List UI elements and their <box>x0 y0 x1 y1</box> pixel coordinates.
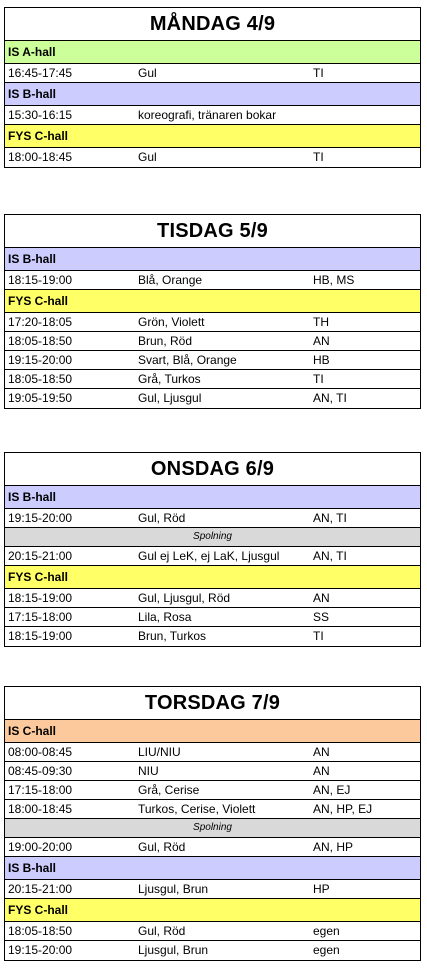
time-cell: 19:15-20:00 <box>8 511 73 525</box>
session-row <box>5 389 420 408</box>
coach-cell: HB <box>313 353 330 367</box>
hall-header: FYS C-hall <box>5 899 420 922</box>
session-row <box>5 547 420 566</box>
session-row <box>5 148 420 167</box>
groups-cell: Blå, Orange <box>138 273 203 287</box>
coach-cell: AN, EJ <box>313 783 351 797</box>
coach-cell: TI <box>313 66 324 80</box>
groups-cell: Grå, Turkos <box>138 372 201 386</box>
spolning-note: Spolning <box>5 819 420 838</box>
day-table-monday <box>4 7 421 168</box>
time-cell: 17:20-18:05 <box>8 315 73 329</box>
coach-cell: egen <box>313 943 340 957</box>
coach-cell: AN <box>313 334 330 348</box>
session-row <box>5 627 420 646</box>
time-cell: 08:45-09:30 <box>8 764 73 778</box>
groups-cell: Gul, Röd <box>138 840 186 854</box>
time-cell: 19:15-20:00 <box>8 353 73 367</box>
day-title: ONSDAG 6/9 <box>5 453 420 486</box>
coach-cell: AN, TI <box>313 549 347 563</box>
session-row <box>5 762 420 781</box>
groups-cell: Brun, Turkos <box>138 629 207 643</box>
time-cell: 19:05-19:50 <box>8 391 73 405</box>
session-row <box>5 64 420 83</box>
hall-header: FYS C-hall <box>5 290 420 313</box>
coach-cell: AN, TI <box>313 391 347 405</box>
coach-cell: TI <box>313 150 324 164</box>
session-row <box>5 271 420 290</box>
groups-cell: koreografi, tränaren bokar <box>138 108 277 122</box>
coach-cell: AN <box>313 764 330 778</box>
time-cell: 18:15-19:00 <box>8 629 73 643</box>
hall-header: IS A-hall <box>5 41 420 64</box>
time-cell: 18:00-18:45 <box>8 150 73 164</box>
coach-cell: TI <box>313 372 324 386</box>
coach-cell: TH <box>313 315 329 329</box>
session-row <box>5 781 420 800</box>
groups-cell: Gul, Ljusgul, Röd <box>138 591 231 605</box>
time-cell: 18:05-18:50 <box>8 924 73 938</box>
session-row <box>5 332 420 351</box>
session-row <box>5 589 420 608</box>
time-cell: 18:00-18:45 <box>8 802 73 816</box>
groups-cell: Grå, Cerise <box>138 783 200 797</box>
groups-cell: NIU <box>138 764 159 778</box>
time-cell: 20:15-21:00 <box>8 549 73 563</box>
groups-cell: Gul <box>138 150 157 164</box>
spolning-note: Spolning <box>5 528 420 547</box>
day-title: TORSDAG 7/9 <box>5 687 420 720</box>
groups-cell: Gul, Röd <box>138 924 186 938</box>
groups-cell: Turkos, Cerise, Violett <box>138 802 256 816</box>
groups-cell: Grön, Violett <box>138 315 205 329</box>
session-row <box>5 800 420 819</box>
hall-header: IS C-hall <box>5 720 420 743</box>
groups-cell: LIU/NIU <box>138 745 181 759</box>
hall-header: IS B-hall <box>5 857 420 880</box>
coach-cell: HB, MS <box>313 273 355 287</box>
time-cell: 16:45-17:45 <box>8 66 73 80</box>
coach-cell: AN, TI <box>313 511 347 525</box>
groups-cell: Gul <box>138 66 157 80</box>
day-table-wednesday <box>4 452 421 647</box>
day-table-thursday <box>4 686 421 961</box>
time-cell: 19:00-20:00 <box>8 840 73 854</box>
session-row <box>5 351 420 370</box>
coach-cell: AN <box>313 745 330 759</box>
session-row <box>5 838 420 857</box>
time-cell: 08:00-08:45 <box>8 745 73 759</box>
groups-cell: Ljusgul, Brun <box>138 943 209 957</box>
groups-cell: Gul, Ljusgul <box>138 391 202 405</box>
session-row <box>5 880 420 899</box>
coach-cell: TI <box>313 629 324 643</box>
groups-cell: Gul ej LeK, ej LaK, Ljusgul <box>138 549 280 563</box>
session-row <box>5 313 420 332</box>
time-cell: 15:30-16:15 <box>8 108 73 122</box>
day-table-tuesday <box>4 214 421 409</box>
time-cell: 18:05-18:50 <box>8 372 73 386</box>
groups-cell: Gul, Röd <box>138 511 186 525</box>
coach-cell: SS <box>313 610 330 624</box>
coach-cell: HP <box>313 882 330 896</box>
session-row <box>5 509 420 528</box>
time-cell: 18:15-19:00 <box>8 273 73 287</box>
hall-header: FYS C-hall <box>5 125 420 148</box>
hall-header: IS B-hall <box>5 248 420 271</box>
time-cell: 18:15-19:00 <box>8 591 73 605</box>
groups-cell: Svart, Blå, Orange <box>138 353 237 367</box>
time-cell: 20:15-21:00 <box>8 882 73 896</box>
session-row <box>5 106 420 125</box>
time-cell: 18:05-18:50 <box>8 334 73 348</box>
time-cell: 19:15-20:00 <box>8 943 73 957</box>
session-row <box>5 941 420 960</box>
groups-cell: Brun, Röd <box>138 334 193 348</box>
coach-cell: AN, HP, EJ <box>313 802 373 816</box>
hall-header: FYS C-hall <box>5 566 420 589</box>
coach-cell: AN <box>313 591 330 605</box>
day-title: TISDAG 5/9 <box>5 215 420 248</box>
coach-cell: egen <box>313 924 340 938</box>
hall-header: IS B-hall <box>5 486 420 509</box>
session-row <box>5 608 420 627</box>
day-title: MÅNDAG 4/9 <box>5 8 420 41</box>
time-cell: 17:15-18:00 <box>8 783 73 797</box>
session-row <box>5 922 420 941</box>
groups-cell: Lila, Rosa <box>138 610 192 624</box>
session-row <box>5 743 420 762</box>
coach-cell: AN, HP <box>313 840 354 854</box>
time-cell: 17:15-18:00 <box>8 610 73 624</box>
session-row <box>5 370 420 389</box>
hall-header: IS B-hall <box>5 83 420 106</box>
groups-cell: Ljusgul, Brun <box>138 882 209 896</box>
